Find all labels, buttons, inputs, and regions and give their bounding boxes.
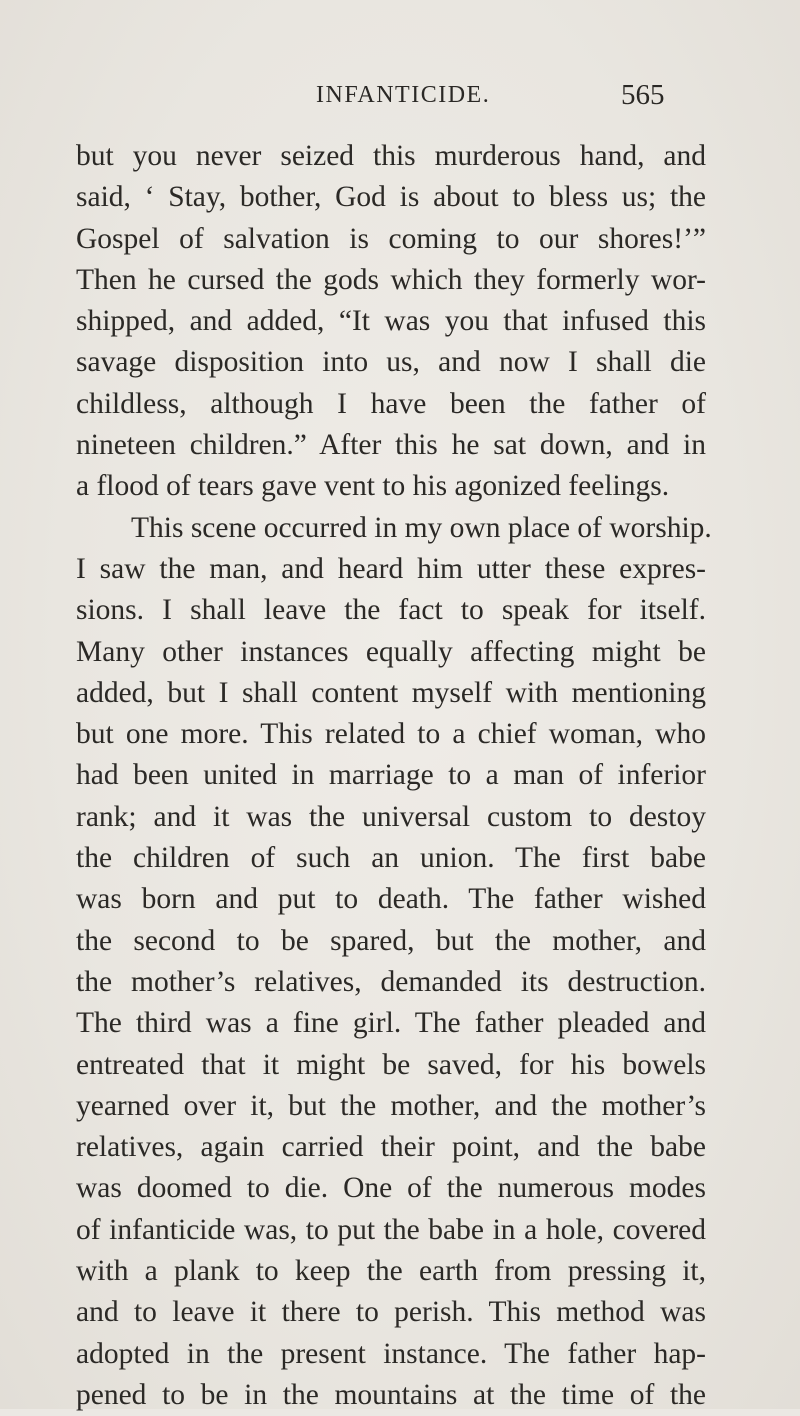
text-line: nineteen children.” After this he sat down, and in <box>76 429 706 462</box>
text-line: relatives, again carried their point, and the babe <box>76 1131 706 1164</box>
text-line: said, ‘ Stay, bother, God is about to bless us; the <box>76 181 706 214</box>
text-line: had been united in marriage to a man of inferior <box>76 759 706 792</box>
text-line: the second to be spared, but the mother, and <box>76 924 706 957</box>
text-line: added, but I shall content myself with mentioning <box>76 676 706 709</box>
body-text <box>76 136 712 1416</box>
text-line: a flood of tears gave vent to his agonized feelings. <box>76 470 670 503</box>
text-line: I saw the man, and heard him utter these expres- <box>76 552 706 585</box>
text-line: was doomed to die. One of the numerous modes <box>76 1172 706 1205</box>
text-line: but you never seized this murderous hand, and <box>76 140 706 172</box>
text-line: The third was a fine girl. The father pleaded and <box>76 1007 706 1040</box>
text-line: Many other instances equally affecting might be <box>76 635 706 668</box>
text-line: childless, although I have been the father of <box>76 387 706 420</box>
page-number: 565 <box>621 79 665 111</box>
paragraph-start-line: This scene occurred in my own place of worship. <box>131 511 712 544</box>
text-line: rank; and it was the universal custom to destoy <box>76 800 706 833</box>
margin-speck <box>754 1018 760 1032</box>
text-line: pened to be in the mountains at the time of the <box>76 1378 706 1411</box>
text-line: of infanticide was, to put the babe in a hole, covered <box>76 1213 706 1246</box>
text-line: savage disposition into us, and now I shall die <box>76 346 706 379</box>
running-head <box>0 79 800 122</box>
text-line: with a plank to keep the earth from pressing it, <box>76 1255 706 1288</box>
text-line: yearned over it, but the mother, and the mother’s <box>76 1089 706 1122</box>
text-line: the children of such an union. The first babe <box>76 842 706 875</box>
text-line: the mother’s relatives, demanded its destruction. <box>76 965 706 998</box>
text-line: entreated that it might be saved, for his bowels <box>76 1048 706 1081</box>
text-line: Gospel of salvation is coming to our shores!’” <box>76 222 706 255</box>
text-line: and to leave it there to perish. This method was <box>76 1296 706 1329</box>
text-line: but one more. This related to a chief woman, who <box>76 718 706 751</box>
running-title: INFANTICIDE. <box>316 82 491 108</box>
text-line: adopted in the present instance. The father hap- <box>76 1337 706 1370</box>
text-line: shipped, and added, “It was you that infused this <box>76 305 706 338</box>
text-line: was born and put to death. The father wished <box>76 883 706 916</box>
text-line: Then he cursed the gods which they formerly wor- <box>76 263 706 296</box>
text-line: sions. I shall leave the fact to speak for itself. <box>76 594 706 627</box>
